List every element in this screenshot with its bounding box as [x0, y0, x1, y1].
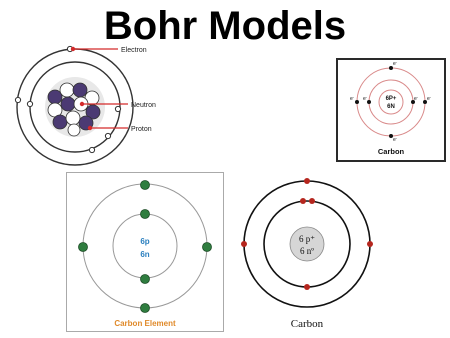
proton: [61, 97, 75, 111]
electron: [141, 304, 150, 313]
svg-text:e-: e-: [350, 94, 355, 102]
electron: [141, 181, 150, 190]
proton-label: Proton: [131, 126, 152, 133]
neutron: [60, 83, 74, 97]
nucleus: [379, 90, 403, 114]
bohr-diagram-carbon-simple: [240, 174, 380, 332]
caption: Carbon: [290, 318, 324, 330]
bohr-diagram-carbon-framed: [336, 58, 446, 162]
neutron: [66, 111, 80, 125]
electron: [355, 100, 359, 104]
svg-text:e-: e-: [393, 135, 398, 143]
caption: Carbon Element: [114, 319, 176, 328]
svg-text:e-: e-: [363, 94, 368, 102]
electron: [367, 100, 371, 104]
electron: [79, 243, 88, 252]
electron: [89, 147, 94, 152]
electron: [105, 133, 110, 138]
neutron-label: Neutron: [131, 102, 156, 109]
nucleus-protons: 6p: [140, 237, 150, 246]
proton: [48, 90, 62, 104]
proton: [53, 115, 67, 129]
electron: [304, 178, 310, 184]
svg-text:e-: e-: [427, 94, 432, 102]
neutron: [68, 124, 80, 136]
bohr-diagram-carbon-element: [66, 172, 224, 332]
electron: [304, 284, 310, 290]
electron: [141, 210, 150, 219]
electron: [300, 198, 306, 204]
nucleus-neutrons: 6n: [140, 250, 150, 259]
electron: [309, 198, 315, 204]
bohr-diagram-labeled: [0, 47, 210, 177]
caption: Carbon: [377, 147, 405, 156]
svg-text:e-: e-: [393, 59, 398, 67]
nucleus-neutrons: 6N: [387, 104, 395, 110]
nucleus-neutrons: 6 nº: [299, 246, 315, 256]
proton: [73, 83, 87, 97]
nucleus-protons: 6P+: [385, 96, 397, 102]
electron: [141, 275, 150, 284]
nucleus-protons: 6 p⁺: [298, 234, 316, 244]
electron: [27, 101, 32, 106]
svg-text:e-: e-: [414, 94, 419, 102]
electron: [15, 97, 20, 102]
electron: [367, 241, 373, 247]
page-title: Bohr Models: [103, 4, 347, 48]
electron: [203, 243, 212, 252]
electron: [241, 241, 247, 247]
electron: [115, 106, 120, 111]
electron-label: Electron: [121, 47, 147, 54]
